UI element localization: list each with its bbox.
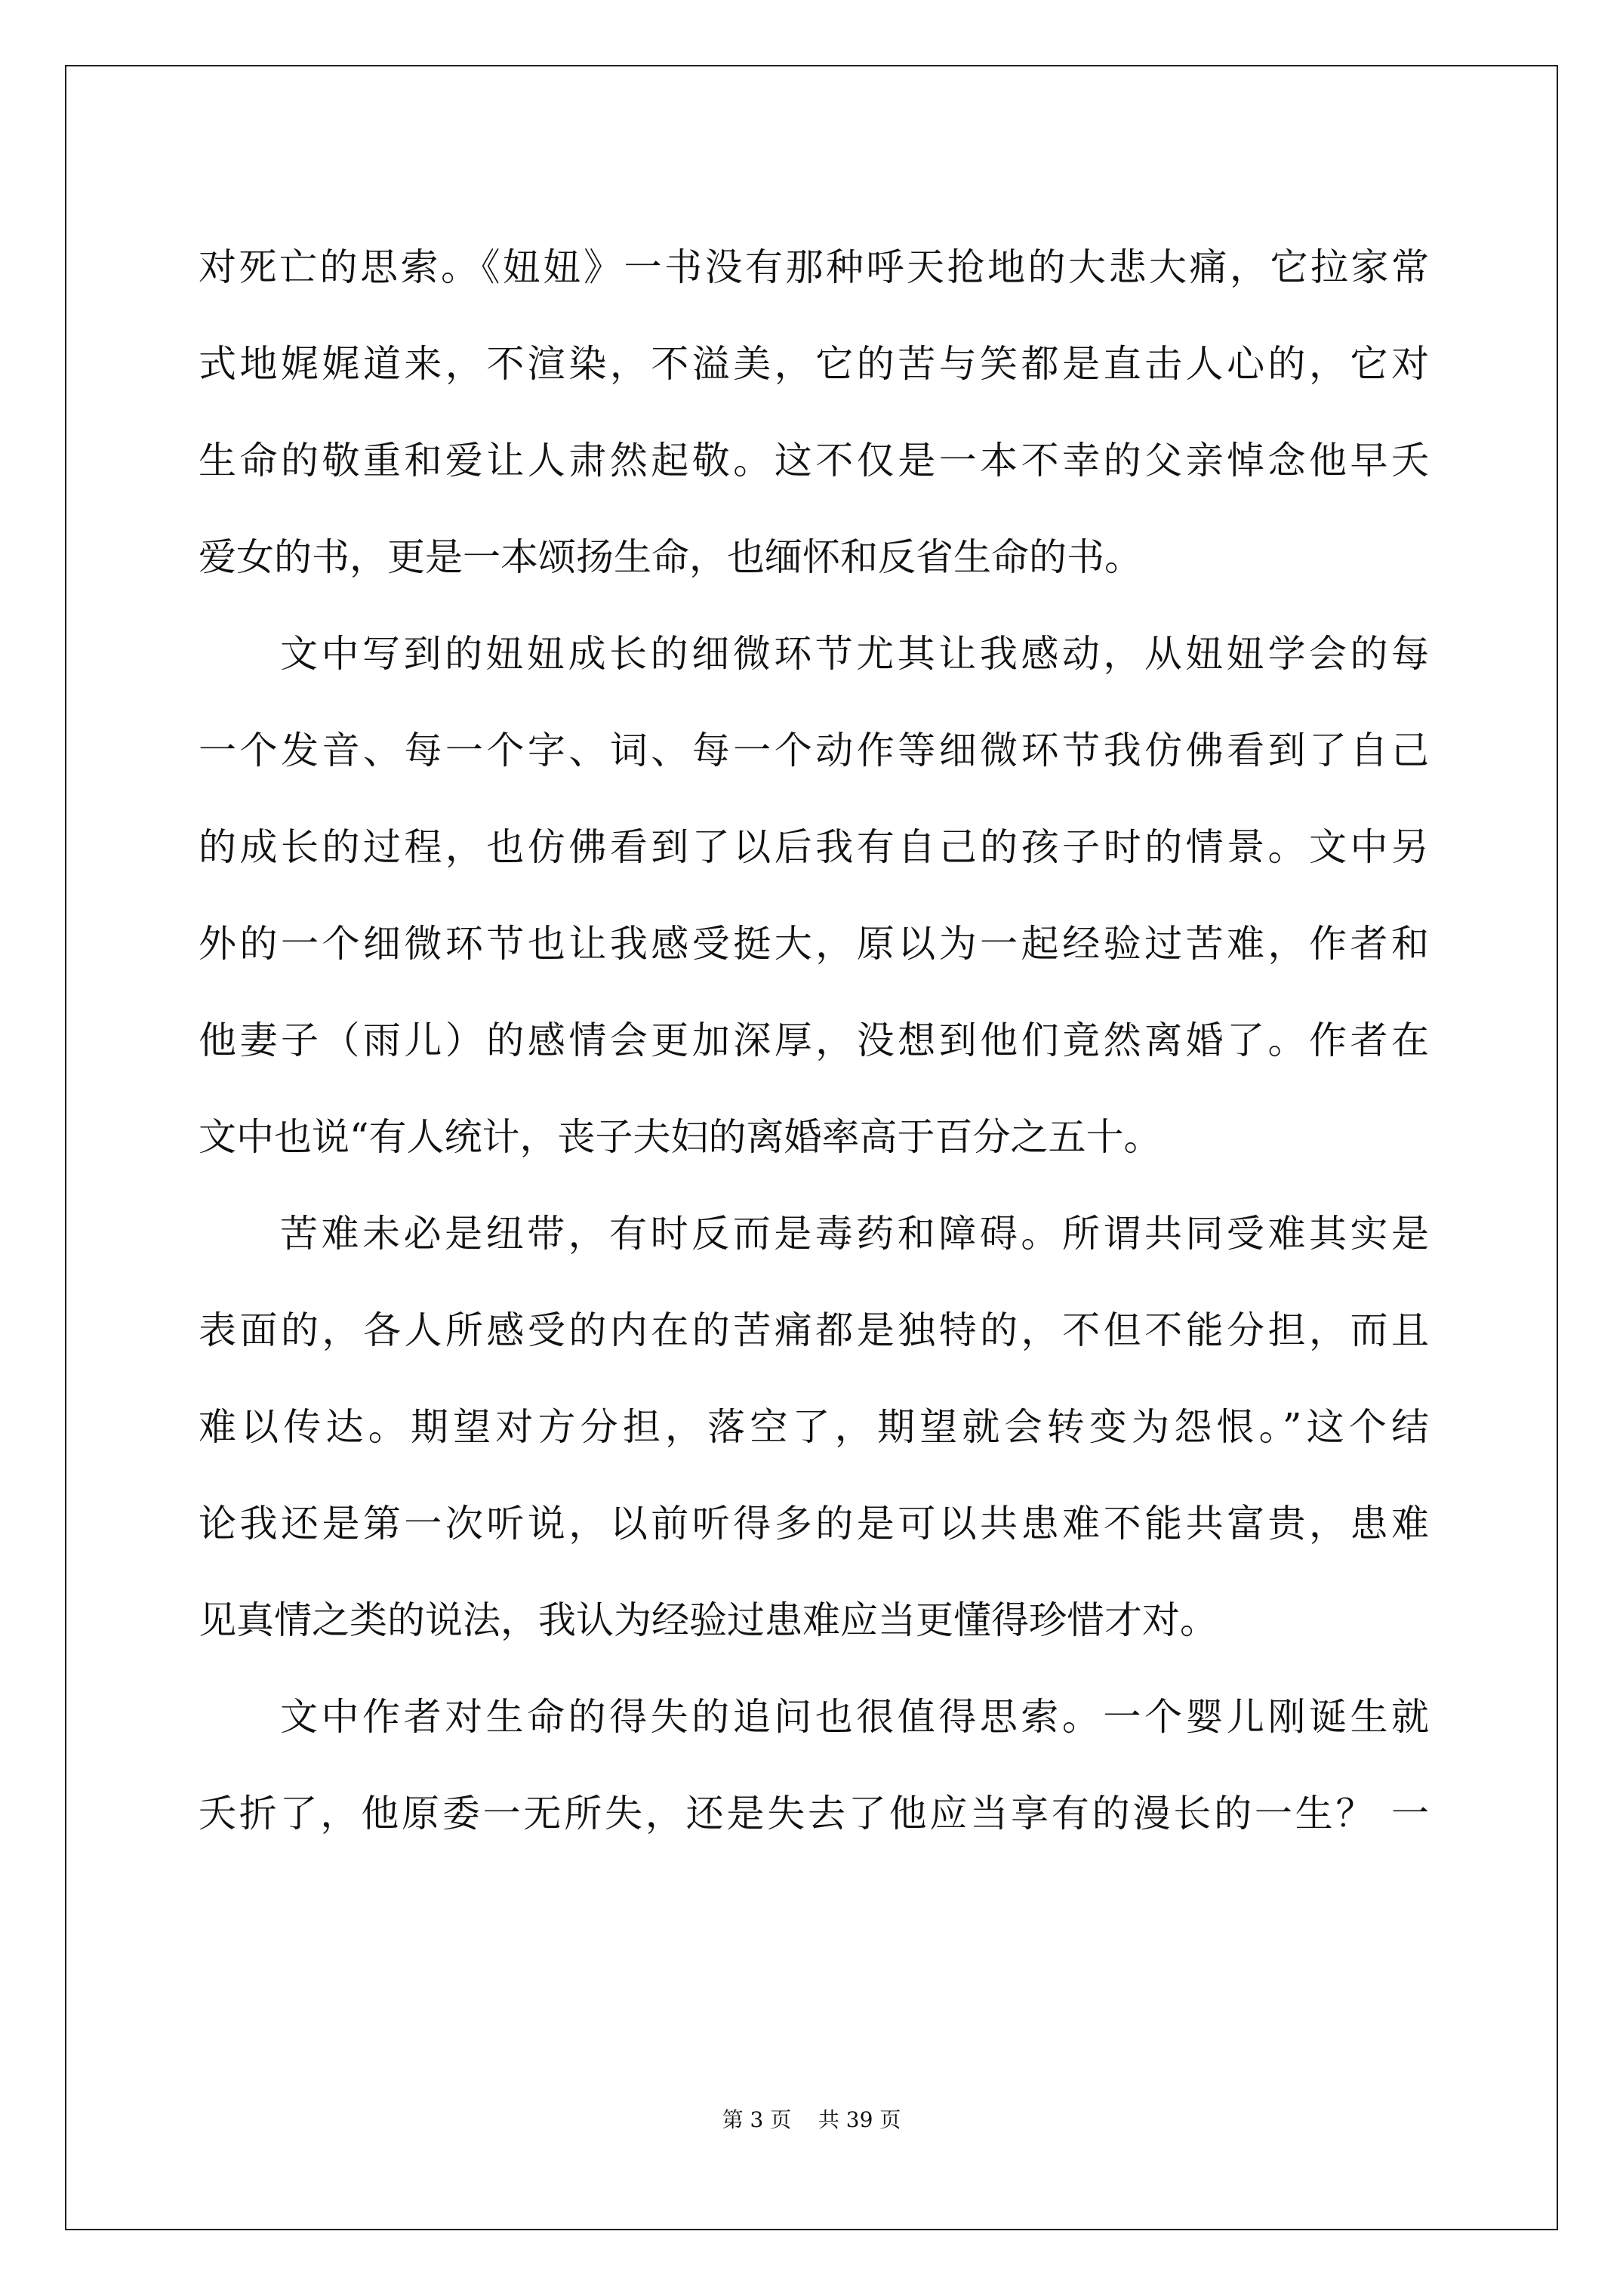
text-line: 文中作者对生命的得失的追问也很值得思索。一个婴儿刚诞生就 [280, 1695, 1429, 1739]
text-line: 见真情之类的说法，我认为经验过患难应当更懂得珍惜才对。 [199, 1598, 1218, 1642]
text-line: 难以传达。期望对方分担，落空了，期望就会转变为怨恨。”这个结 [199, 1405, 1429, 1449]
text-line: 对死亡的思索。《妞妞》一书没有那种呼天抢地的大悲大痛，它拉家常 [199, 245, 1429, 289]
text-line: 夭折了，他原委一无所失，还是失去了他应当享有的漫长的一生？ 一 [199, 1792, 1429, 1835]
text-line: 论我还是第一次听说，以前听得多的是可以共患难不能共富贵，患难 [199, 1502, 1429, 1546]
text-line: 一个发音、每一个字、词、每一个动作等细微环节我仿佛看到了自己 [199, 729, 1429, 772]
paragraph [199, 1669, 1429, 1862]
text-line: 苦难未必是纽带，有时反而是毒药和障碍。所谓共同受难其实是 [280, 1212, 1429, 1256]
text-line: 文中也说“有人统计，丧子夫妇的离婚率高于百分之五十。 [199, 1115, 1162, 1159]
text-line: 表面的，各人所感受的内在的苦痛都是独特的，不但不能分担，而且 [199, 1308, 1429, 1352]
text-line: 文中写到的妞妞成长的细微环节尤其让我感动，从妞妞学会的每 [280, 632, 1429, 676]
text-line: 他妻子（雨儿）的感情会更加深厚，没想到他们竟然离婚了。作者在 [199, 1019, 1429, 1062]
page-number: 第 3 页 [722, 2107, 792, 2132]
page-footer [0, 2105, 1623, 2135]
paragraph [199, 1185, 1429, 1669]
text-line: 式地娓娓道来，不渲染，不溢美，它的苦与笑都是直击人心的，它对 [199, 342, 1429, 386]
text-line: 的成长的过程，也仿佛看到了以后我有自己的孩子时的情景。文中另 [199, 825, 1429, 869]
page-total: 共 39 页 [818, 2107, 901, 2132]
paragraph [199, 219, 1429, 606]
text-line: 爱女的书，更是一本颂扬生命，也缅怀和反省生命的书。 [199, 535, 1142, 579]
document-body [199, 219, 1429, 1862]
text-line: 外的一个细微环节也让我感受挺大，原以为一起经验过苦难，作者和 [199, 922, 1429, 966]
paragraph [199, 606, 1429, 1185]
text-line: 生命的敬重和爱让人肃然起敬。这不仅是一本不幸的父亲悼念他早夭 [199, 439, 1429, 482]
